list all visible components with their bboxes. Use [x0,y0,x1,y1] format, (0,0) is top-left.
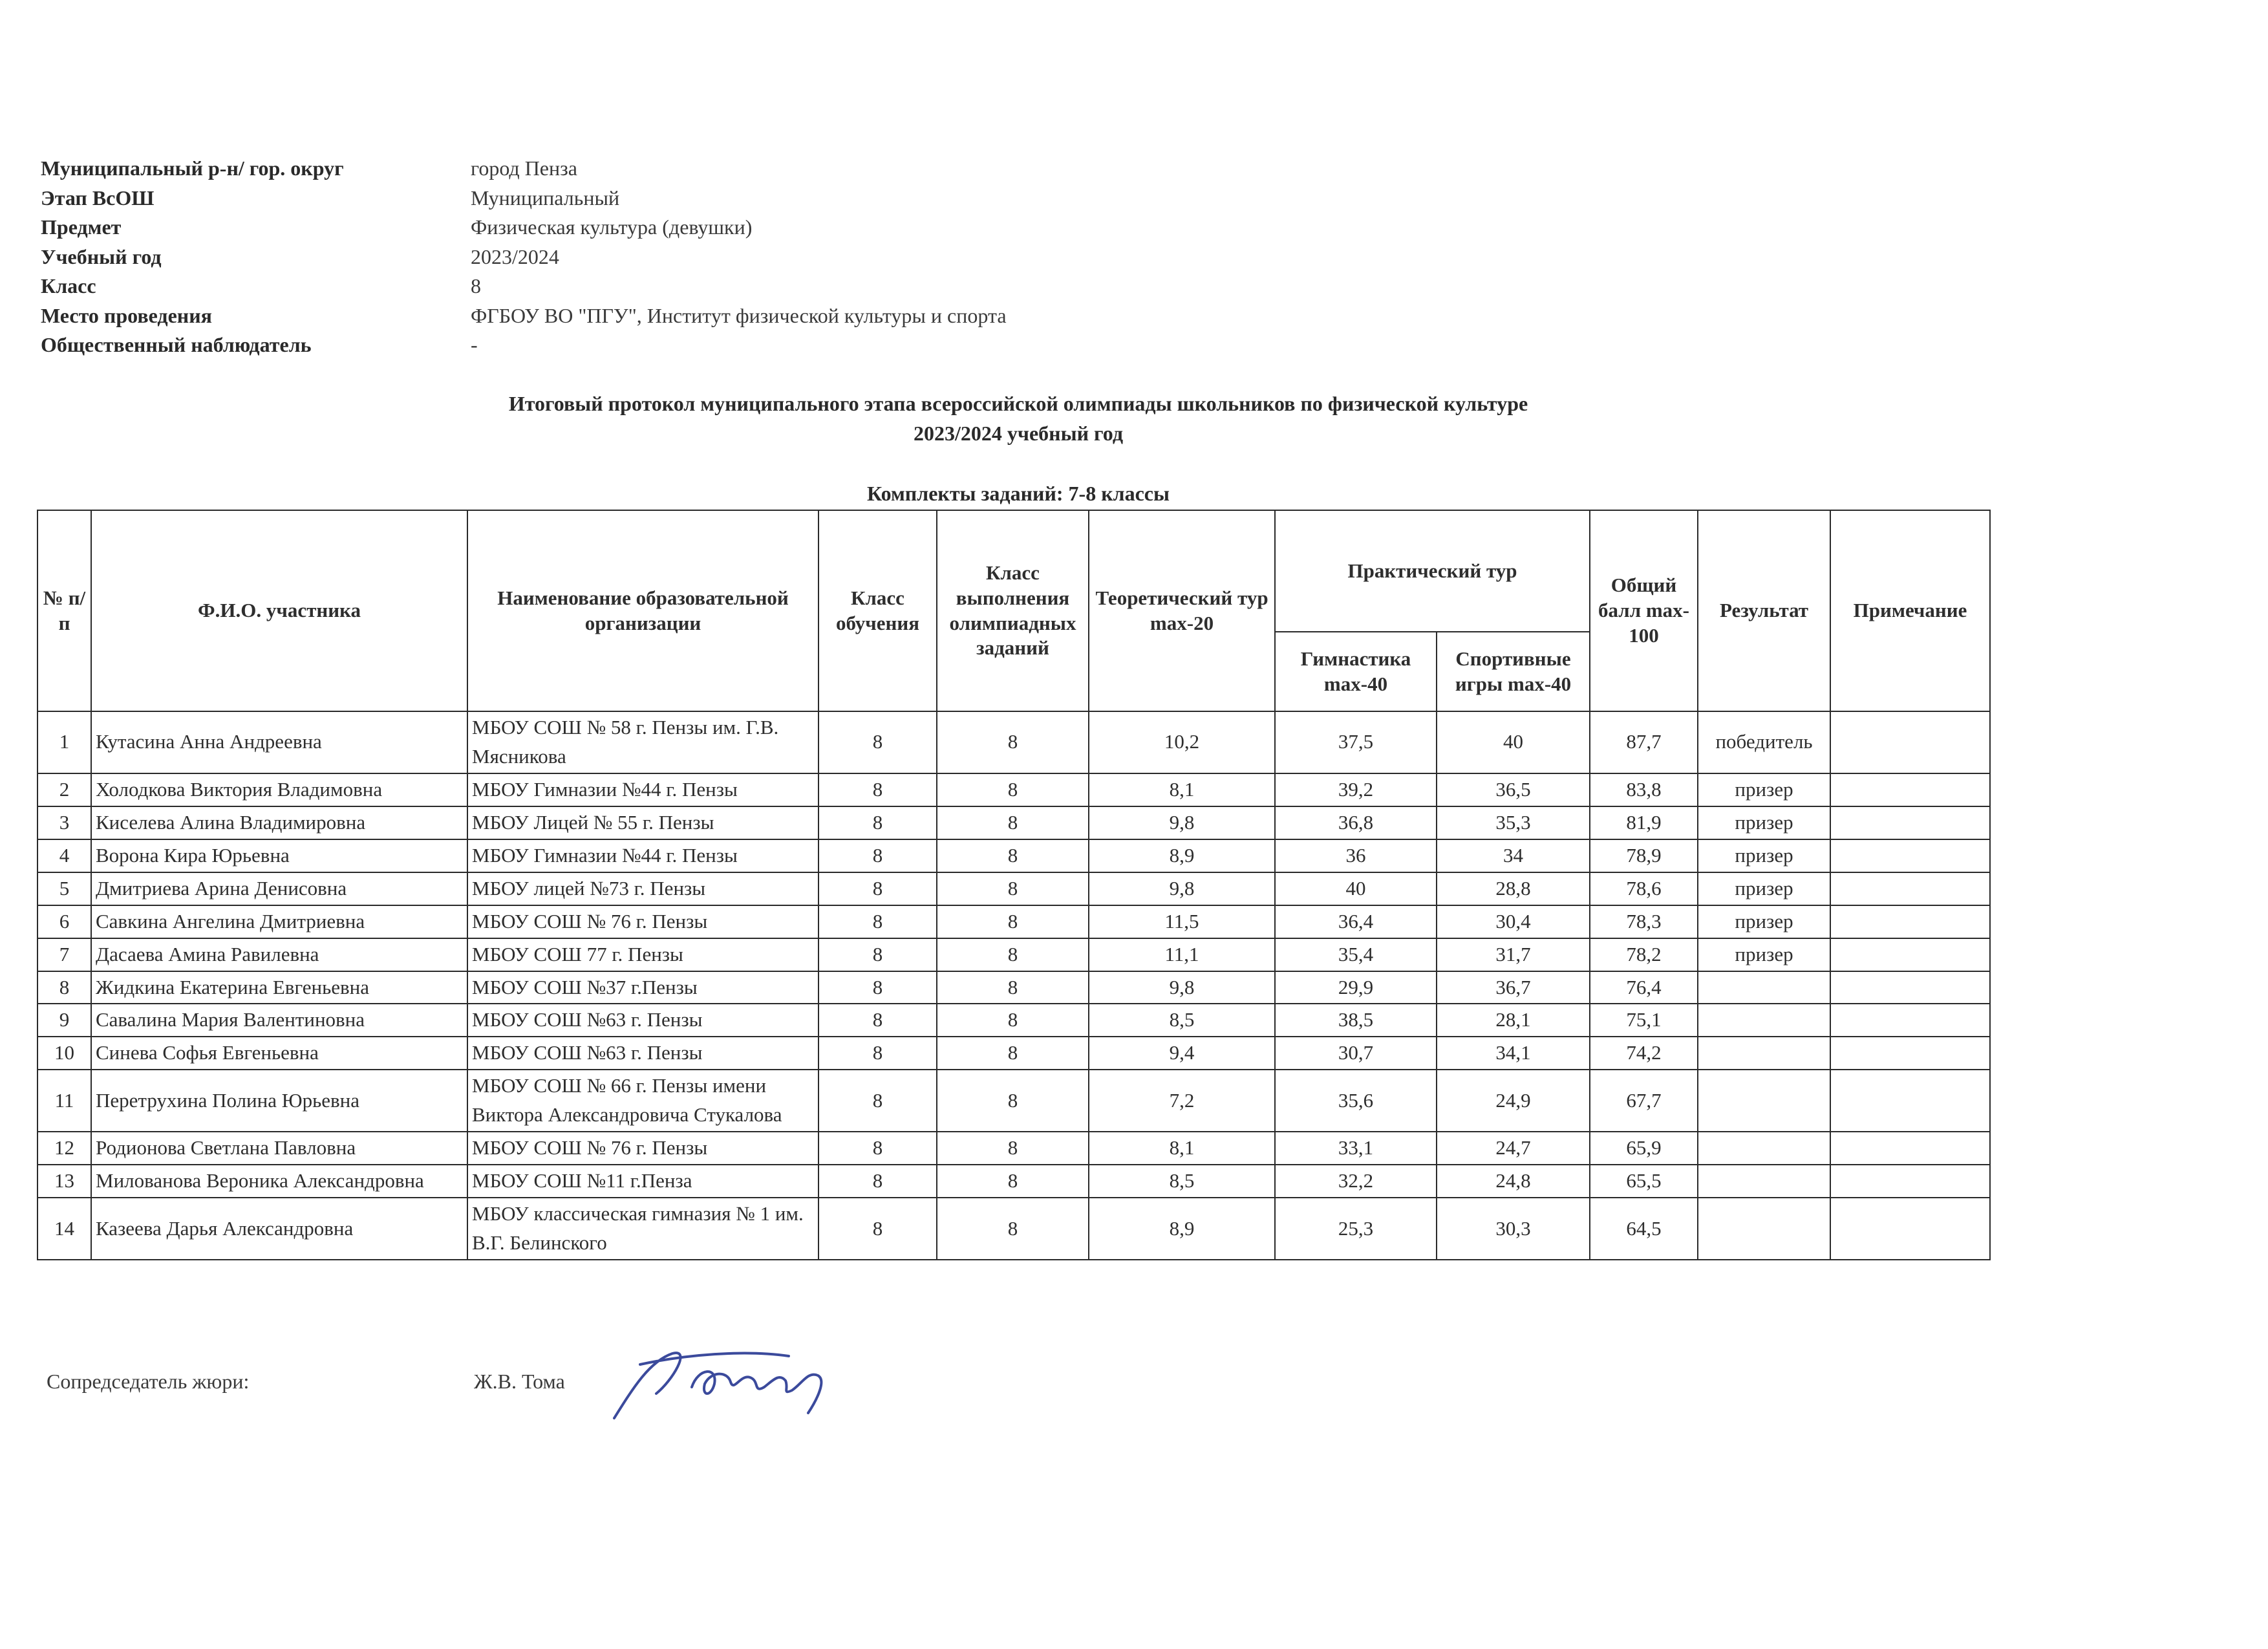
cell-total: 87,7 [1590,711,1698,773]
cell-gymnastics: 36,4 [1275,905,1437,938]
cell-task-grade: 8 [937,1037,1089,1070]
cell-result [1698,1004,1830,1037]
cell-grade: 8 [818,1132,937,1165]
cell-note [1830,971,1990,1004]
meta-value: ФГБОУ ВО "ПГУ", Институт физической культуры и спорта [471,303,1007,327]
cell-school: МБОУ СОШ № 66 г. Пензы имени Виктора Александровича Стукалова [467,1070,818,1132]
cell-school: МБОУ Лицей № 55 г. Пензы [467,806,818,839]
cell-school: МБОУ СОШ № 76 г. Пензы [467,1132,818,1165]
cell-result [1698,1132,1830,1165]
meta-row [41,301,1140,331]
cell-name: Дасаева Амина Равилевна [91,938,467,971]
cell-num: 12 [37,1132,91,1165]
cell-total: 65,5 [1590,1165,1698,1198]
cell-name: Савалина Мария Валентиновна [91,1004,467,1037]
cell-total: 78,9 [1590,839,1698,872]
table-row [37,938,1990,971]
signature-mark [595,1342,866,1426]
cell-task-grade: 8 [937,1198,1089,1260]
cell-name: Кутасина Анна Андреевна [91,711,467,773]
cell-school: МБОУ Гимназии №44 г. Пензы [467,839,818,872]
cell-school: МБОУ СОШ № 58 г. Пензы им. Г.В. Мясникова [467,711,818,773]
cell-theory: 9,8 [1089,806,1275,839]
cell-name: Синева Софья Евгеньевна [91,1037,467,1070]
cell-gymnastics: 35,6 [1275,1070,1437,1132]
cell-result: призер [1698,905,1830,938]
cell-result: призер [1698,872,1830,905]
cell-school: МБОУ СОШ №11 г.Пенза [467,1165,818,1198]
cell-result [1698,971,1830,1004]
table-row [37,1037,1990,1070]
cell-gymnastics: 36 [1275,839,1437,872]
cell-note [1830,1132,1990,1165]
cell-name: Жидкина Екатерина Евгеньевна [91,971,467,1004]
meta-label: Муниципальный р-н/ гор. округ [41,156,344,180]
meta-label: Этап ВсОШ [41,186,155,210]
cell-school: МБОУ СОШ №37 г.Пензы [467,971,818,1004]
cell-task-grade: 8 [937,1165,1089,1198]
cell-gymnastics: 39,2 [1275,773,1437,806]
cell-task-grade: 8 [937,1004,1089,1037]
cell-num: 2 [37,773,91,806]
cell-num: 6 [37,905,91,938]
cell-theory: 7,2 [1089,1070,1275,1132]
cell-result: призер [1698,773,1830,806]
table-row [37,839,1990,872]
table-row [37,1004,1990,1037]
meta-value: город Пенза [471,156,577,180]
meta-value: 2023/2024 [471,244,559,268]
cell-theory: 8,5 [1089,1004,1275,1037]
cell-name: Родионова Светлана Павловна [91,1132,467,1165]
meta-value: 8 [471,274,481,298]
jury-name: Ж.В. Тома [474,1370,565,1393]
meta-label: Класс [41,274,96,298]
cell-note [1830,1165,1990,1198]
cell-task-grade: 8 [937,806,1089,839]
cell-theory: 10,2 [1089,711,1275,773]
cell-name: Киселева Алина Владимировна [91,806,467,839]
meta-row [41,213,1140,242]
cell-task-grade: 8 [937,905,1089,938]
cell-theory: 8,5 [1089,1165,1275,1198]
cell-theory: 9,8 [1089,971,1275,1004]
cell-task-grade: 8 [937,1132,1089,1165]
col-header-total: Общий балл max-100 [1590,510,1698,711]
cell-school: МБОУ лицей №73 г. Пензы [467,872,818,905]
cell-school: МБОУ СОШ №63 г. Пензы [467,1004,818,1037]
col-header-name: Ф.И.О. участника [91,510,467,711]
cell-theory: 8,1 [1089,1132,1275,1165]
cell-gymnastics: 30,7 [1275,1037,1437,1070]
cell-sports: 36,7 [1437,971,1590,1004]
cell-theory: 11,5 [1089,905,1275,938]
meta-label: Общественный наблюдатель [41,333,312,357]
cell-num: 9 [37,1004,91,1037]
cell-theory: 8,9 [1089,839,1275,872]
col-header-result: Результат [1698,510,1830,711]
meta-label: Предмет [41,215,122,239]
cell-note [1830,938,1990,971]
cell-sports: 30,4 [1437,905,1590,938]
cell-theory: 8,1 [1089,773,1275,806]
cell-task-grade: 8 [937,1070,1089,1132]
cell-name: Казеева Дарья Александровна [91,1198,467,1260]
table-row [37,1132,1990,1165]
cell-note [1830,839,1990,872]
cell-sports: 31,7 [1437,938,1590,971]
cell-sports: 34 [1437,839,1590,872]
cell-grade: 8 [818,711,937,773]
cell-num: 8 [37,971,91,1004]
cell-total: 64,5 [1590,1198,1698,1260]
cell-num: 7 [37,938,91,971]
cell-note [1830,1198,1990,1260]
cell-note [1830,1004,1990,1037]
cell-grade: 8 [818,1037,937,1070]
cell-grade: 8 [818,971,937,1004]
cell-note [1830,1070,1990,1132]
col-header-task-grade: Класс выполнения олимпиадных заданий [937,510,1089,711]
results-body [37,711,1990,1260]
cell-num: 1 [37,711,91,773]
cell-grade: 8 [818,1070,937,1132]
meta-row [41,154,1140,184]
cell-grade: 8 [818,806,937,839]
cell-school: МБОУ СОШ №63 г. Пензы [467,1037,818,1070]
cell-note [1830,773,1990,806]
cell-grade: 8 [818,839,937,872]
cell-num: 13 [37,1165,91,1198]
cell-task-grade: 8 [937,839,1089,872]
cell-task-grade: 8 [937,971,1089,1004]
col-header-gymnastics: Гимнастика max-40 [1275,632,1437,711]
table-row [37,711,1990,773]
cell-num: 5 [37,872,91,905]
cell-result: призер [1698,806,1830,839]
cell-grade: 8 [818,1198,937,1260]
cell-grade: 8 [818,1004,937,1037]
cell-sports: 30,3 [1437,1198,1590,1260]
cell-sports: 24,9 [1437,1070,1590,1132]
col-header-sports: Спортивные игры max-40 [1437,632,1590,711]
cell-sports: 28,8 [1437,872,1590,905]
cell-gymnastics: 35,4 [1275,938,1437,971]
cell-result [1698,1070,1830,1132]
table-row [37,872,1990,905]
cell-name: Холодкова Виктория Владимовна [91,773,467,806]
cell-num: 10 [37,1037,91,1070]
meta-row [41,272,1140,301]
cell-result: призер [1698,839,1830,872]
meta-row [41,184,1140,213]
col-header-grade: Класс обучения [818,510,937,711]
cell-result: призер [1698,938,1830,971]
table-row [37,773,1990,806]
cell-total: 76,4 [1590,971,1698,1004]
col-header-school: Наименование образовательной организации [467,510,818,711]
cell-task-grade: 8 [937,938,1089,971]
table-row [37,1198,1990,1260]
cell-note [1830,872,1990,905]
cell-gymnastics: 37,5 [1275,711,1437,773]
cell-theory: 9,4 [1089,1037,1275,1070]
cell-name: Савкина Ангелина Дмитриевна [91,905,467,938]
table-row [37,1165,1990,1198]
meta-value: Физическая культура (девушки) [471,215,753,239]
cell-total: 67,7 [1590,1070,1698,1132]
cell-gymnastics: 32,2 [1275,1165,1437,1198]
cell-total: 65,9 [1590,1132,1698,1165]
cell-name: Ворона Кира Юрьевна [91,839,467,872]
cell-sports: 24,8 [1437,1165,1590,1198]
cell-num: 14 [37,1198,91,1260]
cell-theory: 9,8 [1089,872,1275,905]
cell-sports: 28,1 [1437,1004,1590,1037]
cell-num: 4 [37,839,91,872]
table-row [37,806,1990,839]
col-header-practice: Практический тур [1275,510,1590,632]
cell-result [1698,1198,1830,1260]
protocol-year: 2023/2024 учебный год [914,422,1123,445]
cell-grade: 8 [818,905,937,938]
cell-num: 3 [37,806,91,839]
cell-school: МБОУ Гимназии №44 г. Пензы [467,773,818,806]
table-row [37,905,1990,938]
cell-grade: 8 [818,1165,937,1198]
cell-gymnastics: 25,3 [1275,1198,1437,1260]
cell-gymnastics: 36,8 [1275,806,1437,839]
meta-label: Учебный год [41,244,162,268]
jury-label: Сопредседатель жюри: [47,1370,250,1393]
results-table [37,510,1991,1260]
meta-value: - [471,333,478,357]
cell-gymnastics: 38,5 [1275,1004,1437,1037]
cell-task-grade: 8 [937,711,1089,773]
cell-note [1830,711,1990,773]
cell-result [1698,1165,1830,1198]
cell-result [1698,1037,1830,1070]
cell-total: 83,8 [1590,773,1698,806]
cell-sports: 35,3 [1437,806,1590,839]
cell-theory: 11,1 [1089,938,1275,971]
cell-total: 75,1 [1590,1004,1698,1037]
protocol-title: Итоговый протокол муниципального этапа всероссийской олимпиады школьников по физической культуре [508,392,1528,415]
cell-task-grade: 8 [937,872,1089,905]
cell-grade: 8 [818,872,937,905]
cell-name: Дмитриева Арина Денисовна [91,872,467,905]
cell-total: 74,2 [1590,1037,1698,1070]
cell-school: МБОУ СОШ 77 г. Пензы [467,938,818,971]
cell-sports: 24,7 [1437,1132,1590,1165]
cell-school: МБОУ СОШ № 76 г. Пензы [467,905,818,938]
meta-label: Место проведения [41,303,212,327]
cell-school: МБОУ классическая гимназия № 1 им. В.Г. Белинского [467,1198,818,1260]
col-header-theory: Теоретический тур max-20 [1089,510,1275,711]
cell-sports: 40 [1437,711,1590,773]
table-row [37,971,1990,1004]
table-row [37,1070,1990,1132]
cell-total: 78,2 [1590,938,1698,971]
cell-gymnastics: 33,1 [1275,1132,1437,1165]
meta-row [41,242,1140,272]
cell-gymnastics: 40 [1275,872,1437,905]
cell-task-grade: 8 [937,773,1089,806]
cell-note [1830,1037,1990,1070]
header-row [37,510,1990,632]
cell-grade: 8 [818,773,937,806]
task-kit-label: Комплекты заданий: 7-8 классы [867,482,1170,505]
cell-note [1830,905,1990,938]
cell-grade: 8 [818,938,937,971]
cell-sports: 36,5 [1437,773,1590,806]
cell-sports: 34,1 [1437,1037,1590,1070]
cell-name: Перетрухина Полина Юрьевна [91,1070,467,1132]
cell-result: победитель [1698,711,1830,773]
cell-name: Милованова Вероника Александровна [91,1165,467,1198]
col-header-note: Примечание [1830,510,1990,711]
meta-row [41,330,1140,360]
cell-total: 78,6 [1590,872,1698,905]
document-meta [41,154,1140,360]
cell-total: 78,3 [1590,905,1698,938]
col-header-num: № п/п [37,510,91,711]
cell-theory: 8,9 [1089,1198,1275,1260]
cell-num: 11 [37,1070,91,1132]
cell-note [1830,806,1990,839]
cell-gymnastics: 29,9 [1275,971,1437,1004]
meta-value: Муниципальный [471,186,620,210]
cell-total: 81,9 [1590,806,1698,839]
